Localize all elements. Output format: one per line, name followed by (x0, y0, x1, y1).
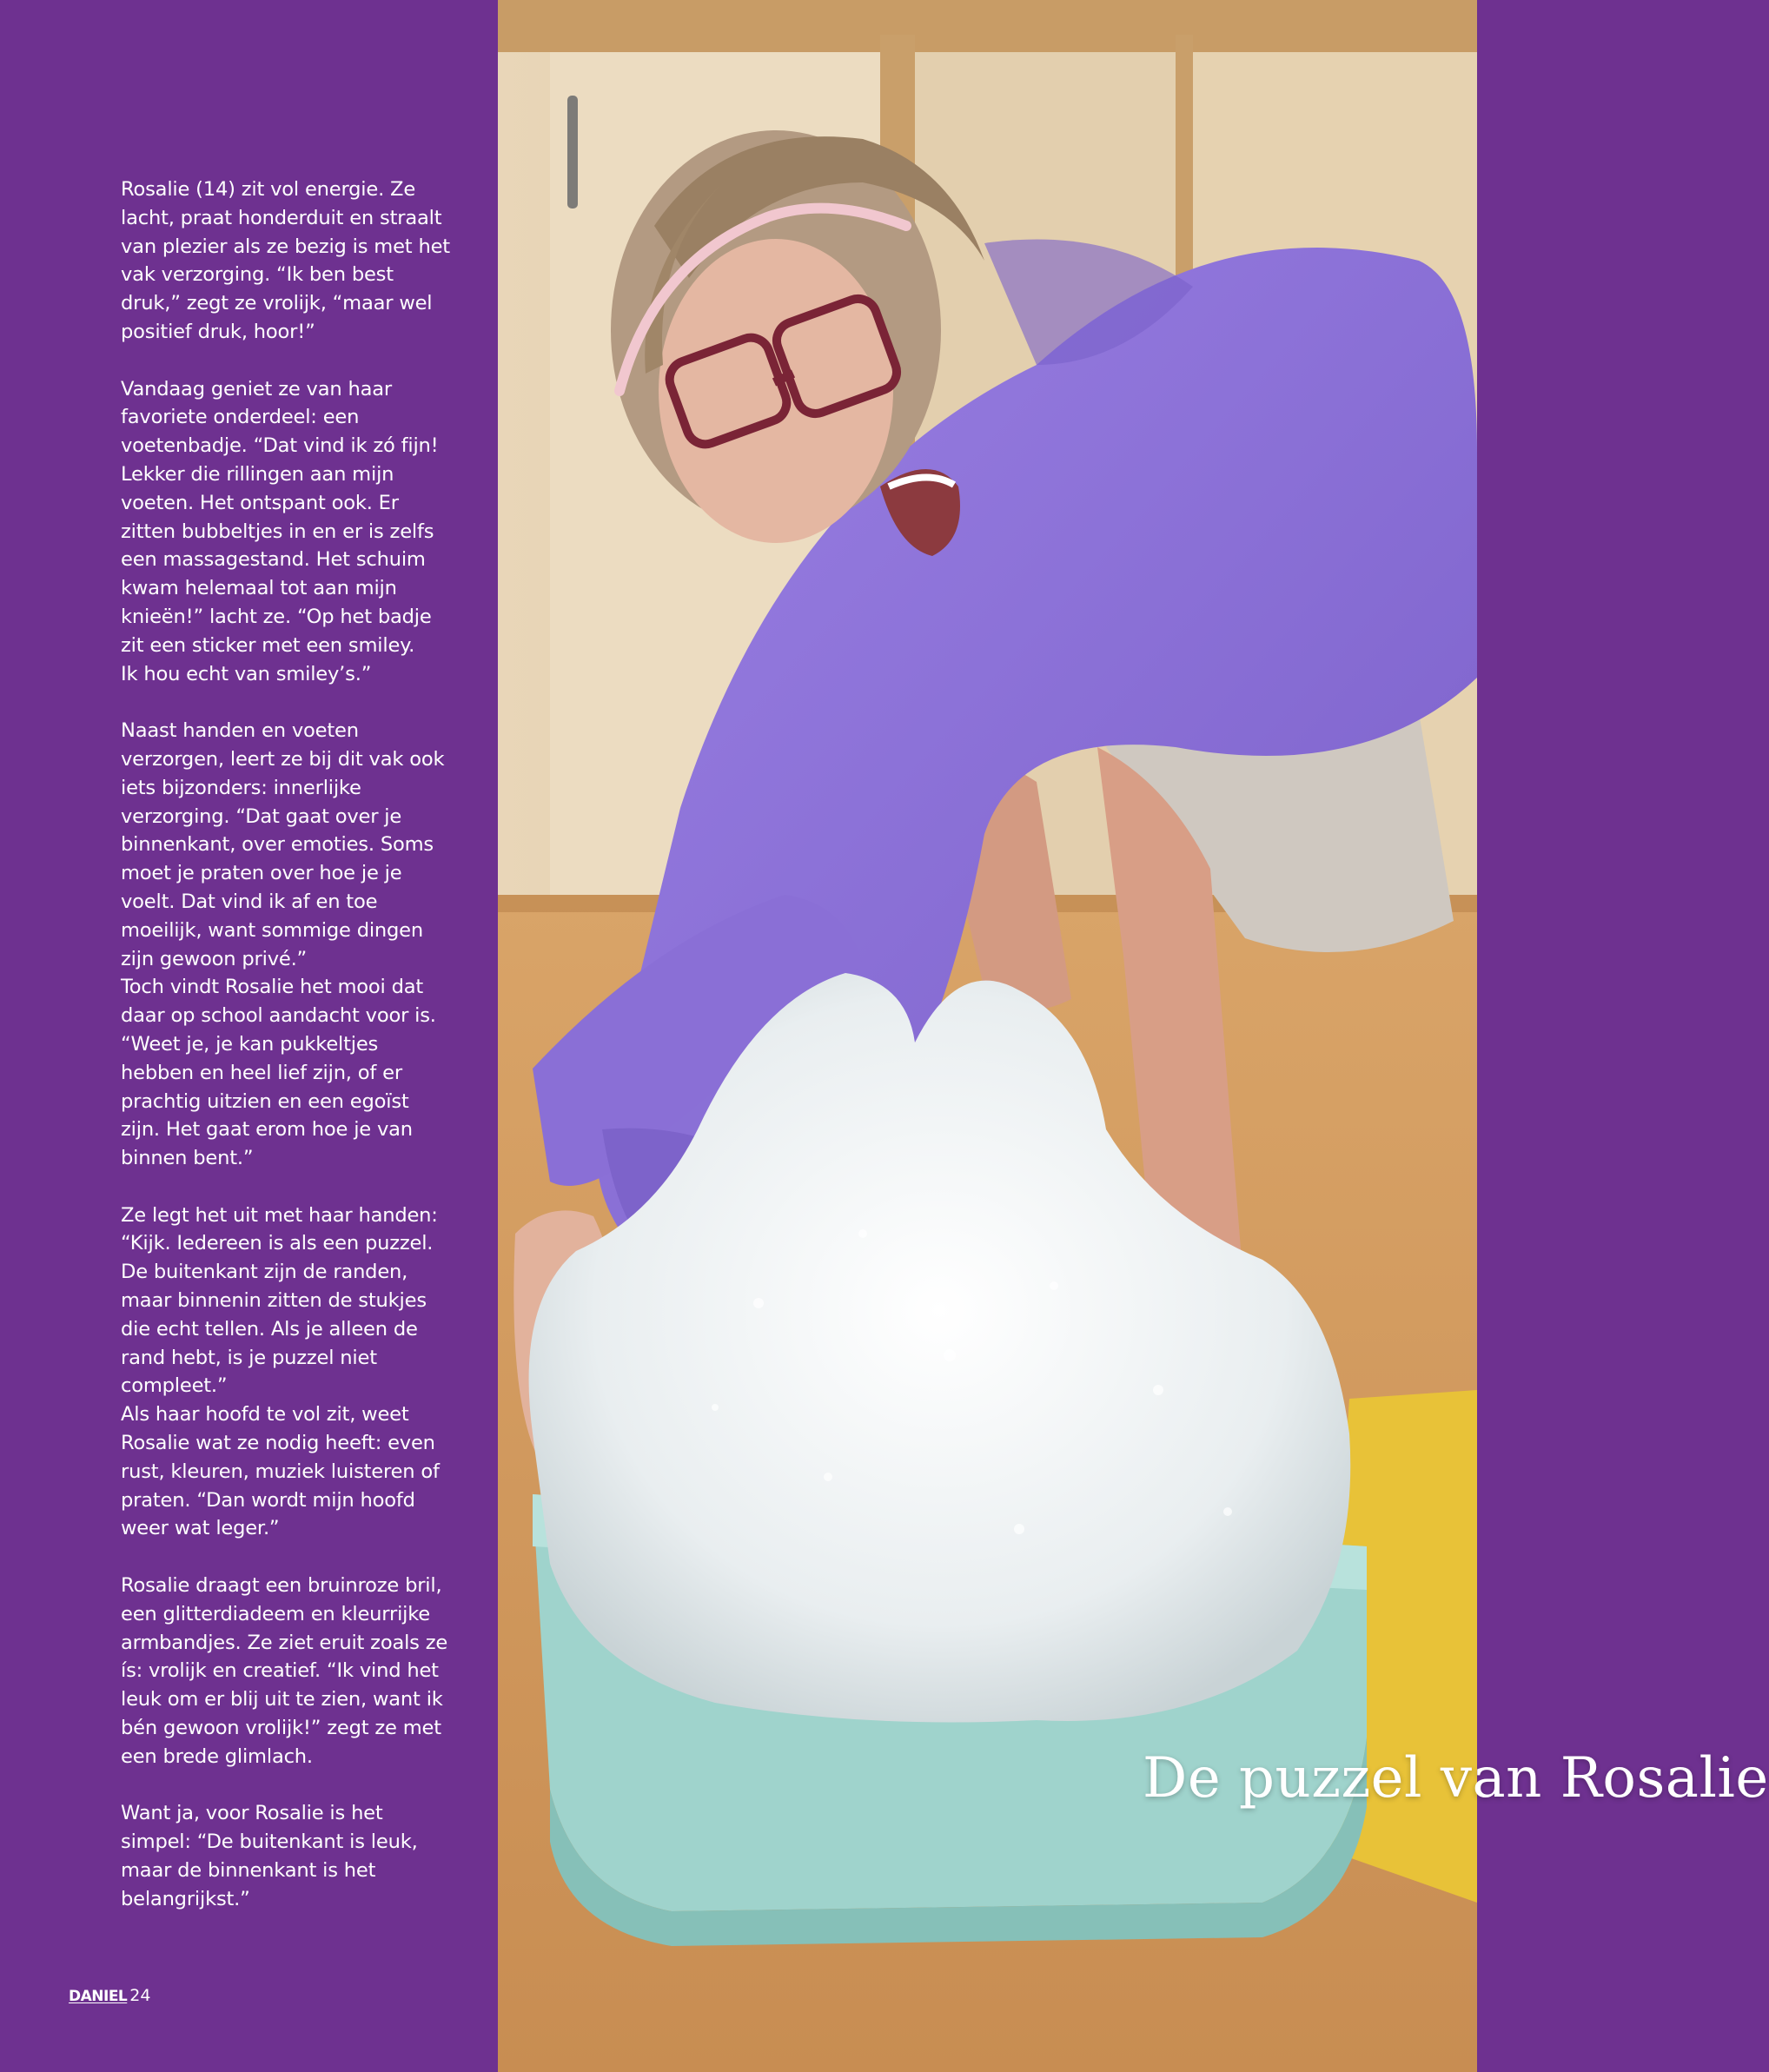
paragraph-inner-care: Naast handen en voeten verzorgen, leert ze bij dit vak ook iets bijzonders: innerlijke verzorging. “Dat gaat over je binnenkant, over emoties. Soms moet je praten over hoe je je voelt. Dat vind ik af en toe moeilijk, want sommige dingen zijn gewoon privé.” (121, 719, 445, 970)
paragraph-puzzle: Ze legt het uit met haar handen: “Kijk. Iedereen is als een puzzel. De buitenkant zijn de randen, maar binnenin zitten de stukjes die echt tellen. Als je alleen de rand hebt, is je puzzel niet compleet.” (121, 1203, 438, 1398)
paragraph-intro: Rosalie (14) zit vol energie. Ze lacht, praat honderduit en straalt van plezier als ze bezig is met het vak verzorging. “Ik ben best druk,” zegt ze vrolijk, “maar wel positief druk, hoor!” (121, 178, 450, 343)
paragraph-full-head: Als haar hoofd te vol zit, weet Rosalie wat ze nodig heeft: even rust, kleuren, muziek luisteren of praten. “Dan wordt mijn hoofd weer wat leger.” (121, 1403, 440, 1540)
paragraph-school-attention: Toch vindt Rosalie het mooi dat daar op school aandacht voor is. “Weet je, je kan pukkeltjes hebben en heel lief zijn, of er prachtig uitzien en een egoïst zijn. Het gaat erom hoe je van binnen bent.” (121, 976, 436, 1170)
article-headline: De puzzel van Rosalie (1143, 1746, 1769, 1811)
paragraph-appearance: Rosalie draagt een bruinroze bril, een glitterdiadeem en kleurrijke armbandjes. Ze ziet eruit zoals ze ís: vrolijk en creatief. “Ik vind het leuk om er blij uit te zien, want ik bén gewoon vrolijk!” zegt ze met een brede glimlach. (121, 1574, 448, 1768)
article-photo (498, 0, 1769, 2072)
page-footer (69, 1986, 150, 2005)
article-body (121, 175, 454, 1942)
magazine-logo: DANIEL (69, 1988, 128, 2005)
text-column (0, 0, 498, 2072)
paragraph-conclusion: Want ja, voor Rosalie is het simpel: “De buitenkant is leuk, maar de binnenkant is het belangrijkst.” (121, 1802, 418, 1910)
page-number: 24 (129, 1986, 151, 2005)
paragraph-footbath: Vandaag geniet ze van haar favoriete onderdeel: een voetenbadje. “Dat vind ik zó fijn! Lekker die rillingen aan mijn voeten. Het ontspant ook. Er zitten bubbeltjes in en er is zelfs een massagestand. Het schuim kwam helemaal tot aan mijn knieën!” lacht ze. “Op het badje zit een sticker met een smiley. Ik hou echt van smiley’s.” (121, 377, 439, 685)
